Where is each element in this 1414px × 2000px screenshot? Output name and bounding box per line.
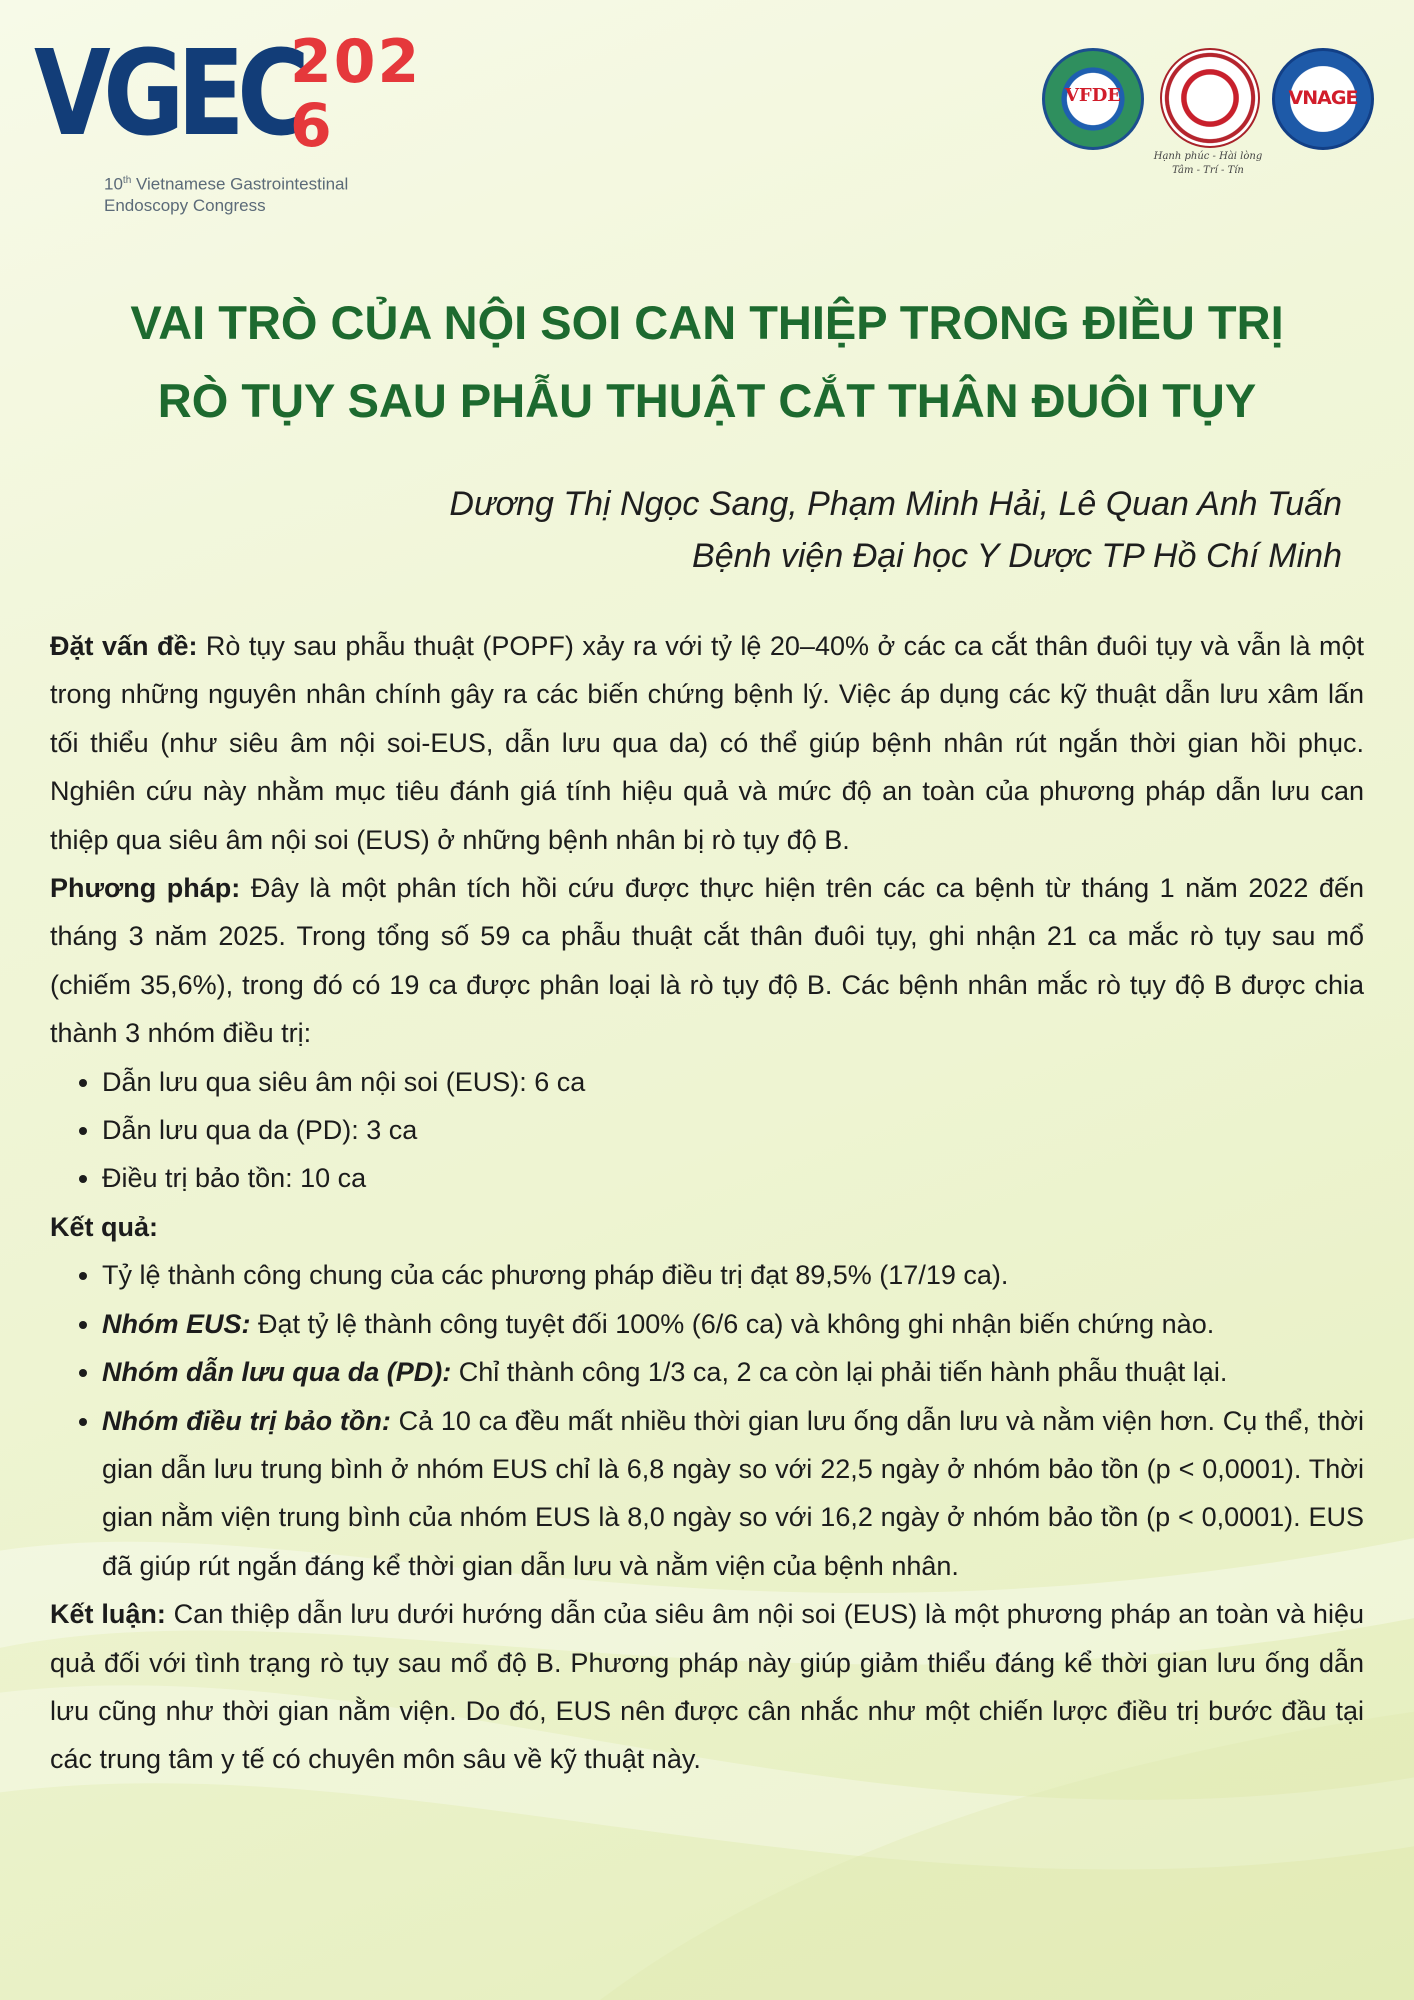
logo-subtitle-line2: Endoscopy Congress [104,195,266,215]
section-background [50,622,1364,864]
list-item [102,1300,1364,1348]
list-item [102,1397,1364,1591]
hospital-108-label: 108 [1198,86,1222,102]
logo-subtitle-line1: Vietnamese Gastrointestinal [131,174,349,194]
author-affiliation: Bệnh viện Đại học Y Dược TP Hồ Chí Minh [692,537,1342,575]
logo-subtitle-sup: th [122,175,132,186]
title-line-1: VAI TRÒ CỦA NỘI SOI CAN THIỆP TRONG ĐIỀU TRỊ [130,296,1284,349]
vfde-logo-icon [1042,48,1144,150]
eus-group-lead: Nhóm EUS: [102,1308,251,1339]
section-conclusion [50,1590,1364,1784]
logo-wordmark: VGEC [34,24,303,162]
section-results [50,1203,1364,1251]
vnage-logo-label: VNAGE [1288,87,1358,109]
treatment-groups-list [50,1058,1364,1203]
methods-heading: Phương pháp: [50,873,241,904]
logo-subtitle-ordinal: 10 [104,174,123,194]
poster-title [60,284,1354,440]
pd-group-lead: Nhóm dẫn lưu qua da (PD): [102,1357,452,1388]
logo-subtitle [104,170,364,216]
hospital-motto: Hạnh phúc - Hài lòng Tâm - Trí - Tín [1153,151,1263,176]
abstract-body [50,622,1364,1784]
background-heading: Đặt vấn đề: [50,631,198,661]
partner-logos [1042,40,1372,180]
results-heading: Kết quả: [50,1211,158,1242]
vfde-logo-label: VFDE [1064,85,1122,106]
list-item: • Dẫn lưu qua siêu âm nội soi (EUS): 6 ca [102,1058,1364,1106]
methods-text: Đây là một phân tích hồi cứu được thực hiện trên các ca bệnh từ tháng 1 năm 2022 đến tháng 3 năm 2025. Trong tổng số 59 ca phẫu thuật cắt thân đuôi tụy, ghi nhận 21 ca mắc rò tụy sau mổ (chiếm 35,6%), trong đó có 19 ca được phân loại là rò tụy độ B. Các bệnh nhân mắc rò tụy độ B được chia thành 3 nhóm điều trị: [50,873,1364,1049]
author-names: Dương Thị Ngọc Sang, Phạm Minh Hải, Lê Quan Anh Tuấn [449,485,1342,523]
background-text: Rò tụy sau phẫu thuật (POPF) xảy ra với tỷ lệ 20–40% ở các ca cắt thân đuôi tụy và vẫn là một trong những nguyên nhân chính gây ra các biến chứng bệnh lý. Việc áp dụng các kỹ thuật dẫn lưu xâm lấn tối thiểu (như siêu âm nội soi-EUS, dẫn lưu qua da) có thể giúp bệnh nhân rút ngắn thời gian hồi phục. Nghiên cứu này nhằm mục tiêu đánh giá tính hiệu quả và mức độ an toàn của phương pháp dẫn lưu can thiệp qua siêu âm nội soi (EUS) ở những bệnh nhân bị rò tụy độ B. [50,631,1364,855]
list-item: • Dẫn lưu qua da (PD): 3 ca [102,1106,1364,1154]
eus-group-text: Đạt tỷ lệ thành công tuyệt đối 100% (6/6 ca) và không ghi nhận biến chứng nào. [250,1308,1215,1339]
vgec-logo [34,24,422,226]
vnage-logo-icon [1272,48,1374,150]
list-item [102,1348,1364,1396]
results-list [50,1251,1364,1590]
conclusion-heading: Kết luận: [50,1599,166,1630]
poster-header [0,0,1414,240]
logo-year: 2026 [290,27,422,161]
conservative-group-text: Cả 10 ca đều mất nhiều thời gian lưu ống dẫn lưu và nằm viện hơn. Cụ thể, thời gian dẫn lưu trung bình ở nhóm EUS chỉ là 6,8 ngày so với 22,5 ngày ở nhóm bảo tồn (p < 0,0001). Thời gian nằm viện trung bình của nhóm EUS là 8,0 ngày so với 16,2 ngày ở nhóm bảo tồn (p < 0,0001). EUS đã giúp rút ngắn đáng kể thời gian dẫn lưu và nằm viện của bệnh nhân. [102,1405,1364,1581]
title-line-2: RÒ TỤY SAU PHẪU THUẬT CẮT THÂN ĐUÔI TỤY [157,374,1257,427]
section-methods [50,864,1364,1058]
list-item: • Tỷ lệ thành công chung của các phương pháp điều trị đạt 89,5% (17/19 ca). [102,1251,1364,1299]
list-item: • Điều trị bảo tồn: 10 ca [102,1154,1364,1202]
conclusion-text: Can thiệp dẫn lưu dưới hướng dẫn của siêu âm nội soi (EUS) là một phương pháp an toàn và hiệu quả đối với tình trạng rò tụy sau mổ độ B. Phương pháp này giúp giảm thiểu đáng kể thời gian lưu ống dẫn lưu cũng như thời gian nằm viện. Do đó, EUS nên được cân nhắc như một chiến lược điều trị bước đầu tại các trung tâm y tế có chuyên môn sâu về kỹ thuật này. [50,1599,1364,1775]
authors-block [342,478,1342,582]
conservative-group-lead: Nhóm điều trị bảo tồn: [102,1405,391,1436]
pd-group-text: Chỉ thành công 1/3 ca, 2 ca còn lại phải tiến hành phẫu thuật lại. [451,1357,1228,1388]
hospital-108-logo-icon [1160,48,1260,148]
